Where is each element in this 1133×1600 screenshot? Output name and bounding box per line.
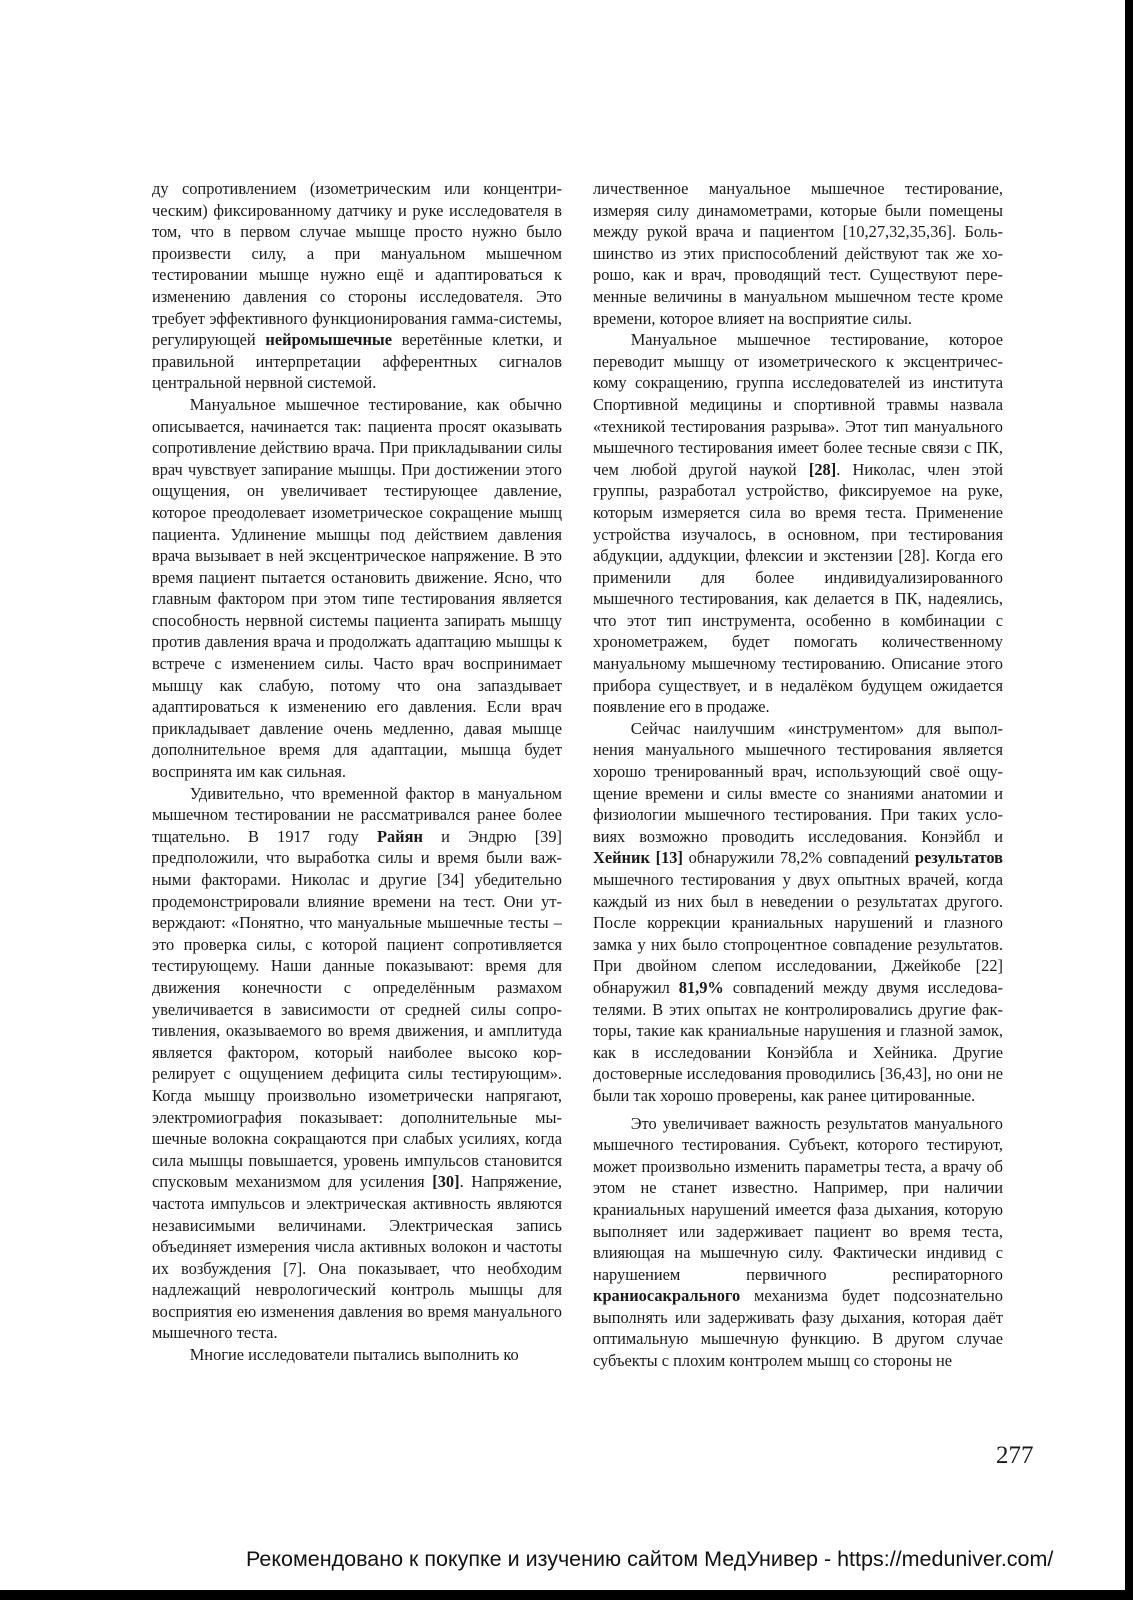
right-column (593, 178, 1003, 1372)
scan-edge-right (1125, 0, 1133, 1600)
right-paragraph-3: Сейчас наилучшим «инструментом» для выполнения мануального мышечного тестирования является хорошо тренированный врач, использующий своё ощущение времени и силы вместе со знаниями анатомии и физиологии мышечного тестирования. При таких условиях возможно проводить исследования. Конэйбл и Хейник [13] обнаружили 78,2% совпадений результатов мышечного тестирования у двух опытных врачей, когда каждый из них был в неведении о результатах другого. После коррекции краниальных нарушений и глазного замка у них было стопроцентное совпадение результатов. При двойном слепом исследовании, Джейкобе [22] обнаружил 81,9% совпадений между двумя исследователями. В этих опытах не контролировались другие факторы, такие как краниальные нарушения и глазной замок, как в исследовании Конэйбла и Хейника. Другие достоверные исследования проводились [36,43], но они не были так хорошо проверены, как ранее цитированные. (593, 718, 1004, 1105)
scan-edge-bottom (0, 1590, 1133, 1600)
left-paragraph-2: Мануальное мышечное тестирование, как обычно описывается, начинается так: пациента просят оказывать сопротивление действию врача. При прикладывании силы врач чувствует запирание мышцы. При достижении этого ощущения, он увеличивает тестирующее давление, которое преодолевает изометрическое сокращение мышц пациента. Удлинение мышцы под действием давления врача вызывает в ней эксцентрическое напряжение. В это время пациент пытается остановить движение. Ясно, что главным фактором при этом типе тестирования является способность нервной системы пациента запирать мышцу против давления врача и продолжать адаптацию мышцы к встрече с изменением силы. Часто врач воспринимает мышцу как слабую, потому что она запаздывает адаптироваться к изменению его давления. Если врач прикладывает давление очень медленно, давая мышце дополнительное время для адаптации, мышца будет воспринята им как сильная. (152, 394, 562, 782)
footer-recommendation: Рекомендовано к покупке и изучению сайтом МедУнивер - https://meduniver.com/ (246, 1547, 1054, 1571)
left-paragraph-1: ду сопротивлением (изометрическим или концентрическим) фиксированному датчику и руке исследователя в том, что в первом случае мышце просто нужно было произвести силу, а при мануальном мышечном тестировании мышце нужно ещё и адаптироваться к изменению давления со стороны исследователя. Это требует эффективного функционирования гамма-системы, регулирующей нейромышечные веретённые клетки, и правильной интерпретации афферентных сигналов центральной нервной системой. (152, 179, 562, 393)
right-paragraph-1: личественное мануальное мышечное тестирование, измеряя силу динамометрами, которые были помещены между рукой врача и пациентом [10,27,32,35,36]. Большинство из этих приспособлений действуют так же хорошо, как и врач, проводящий тест. Существуют переменные величины в мануальном мышечном тесте кроме времени, которое влияет на восприятие силы. (593, 179, 1003, 328)
right-paragraph-2: Мануальное мышечное тестирование, которое переводит мышцу от изометрического к эксцентрическому сокращению, группа исследователей из института Спортивной медицины и спортивной травмы назвала «техникой тестирования разрыва». Этот тип мануального мышечного тестирования имеет более тесные связи с ПК, чем любой другой наукой [28]. Николас, член этой группы, разработал устройство, фиксируемое на руке, которым измеряется сила во время теста. Применение устройства изучалось, в основном, при тестирования абдукции, аддукции, флексии и экстензии [28]. Когда его применили для более индивидуализированного мышечного тестирования, как делается в ПК, надеялись, что этот тип инструмента, особенно в комбинации с хронометражем, будет помогать количественному мануальному мышечному тестированию. Описание этого прибора существует, и в недалёком будущем ожидается появление его в продаже. (593, 330, 1003, 717)
left-paragraph-3: Удивительно, что временной фактор в мануальном мышечном тестировании не рассматривался ранее более тщательно. В 1917 году Райян и Эндрю [39] предположили, что выработка силы и время были важными факторами. Николас и другие [34] убедительно продемонстрировали влияние времени на тест. Они утверждают: «Понятно, что мануальные мышечные тесты – это проверка силы, с которой пациент сопротивляется тестирующему. Наши данные показывают: время для движения конечности с определённым размахом увеличивается в зависимости от средней силы сопротивления, оказываемого во время движения, и амплитуда является фактором, который наиболее высоко коррелирует с ощущением дефицита силы тестирующим». Когда мышцу произвольно изометрически напрягают, электромиография показывает: дополнительные мышечные волокна сокращаются при слабых усилиях, когда сила мышцы повышается, уровень импульсов становится спусковым механизмом для усиления [30]. Напряжение, частота импульсов и электрическая активность являются независимыми величинами. Электрическая запись объединяет измерения числа активных волокон и частоты их возбуждения [7]. Она показывает, что необходим надлежащий неврологический контроль мышцы для восприятия ею изменения давления во время мануального мышечного теста. (152, 783, 562, 1343)
page-number: 277 (996, 1442, 1034, 1469)
left-paragraph-4: Многие исследователи пытались выполнить ко (189, 1345, 519, 1365)
left-column (152, 178, 562, 1366)
right-paragraph-4: Это увеличивает важность результатов мануального мышечного тестирования. Субъект, которого тестируют, может произвольно изменить параметры теста, а врачу об этом не станет известно. Например, при наличии краниальных нарушений имеется фаза дыхания, которую выполняет или задерживает пациент во время теста, влияющая на мышечную силу. Фактически индивид с нарушением первичного респираторного краниосакрального механизма будет подсознательно выполнять или задерживать фазу дыхания, которая даёт оптимальную мышечную функцию. В другом случае субъекты с плохим контролем мышц со стороны не (593, 1113, 1003, 1371)
